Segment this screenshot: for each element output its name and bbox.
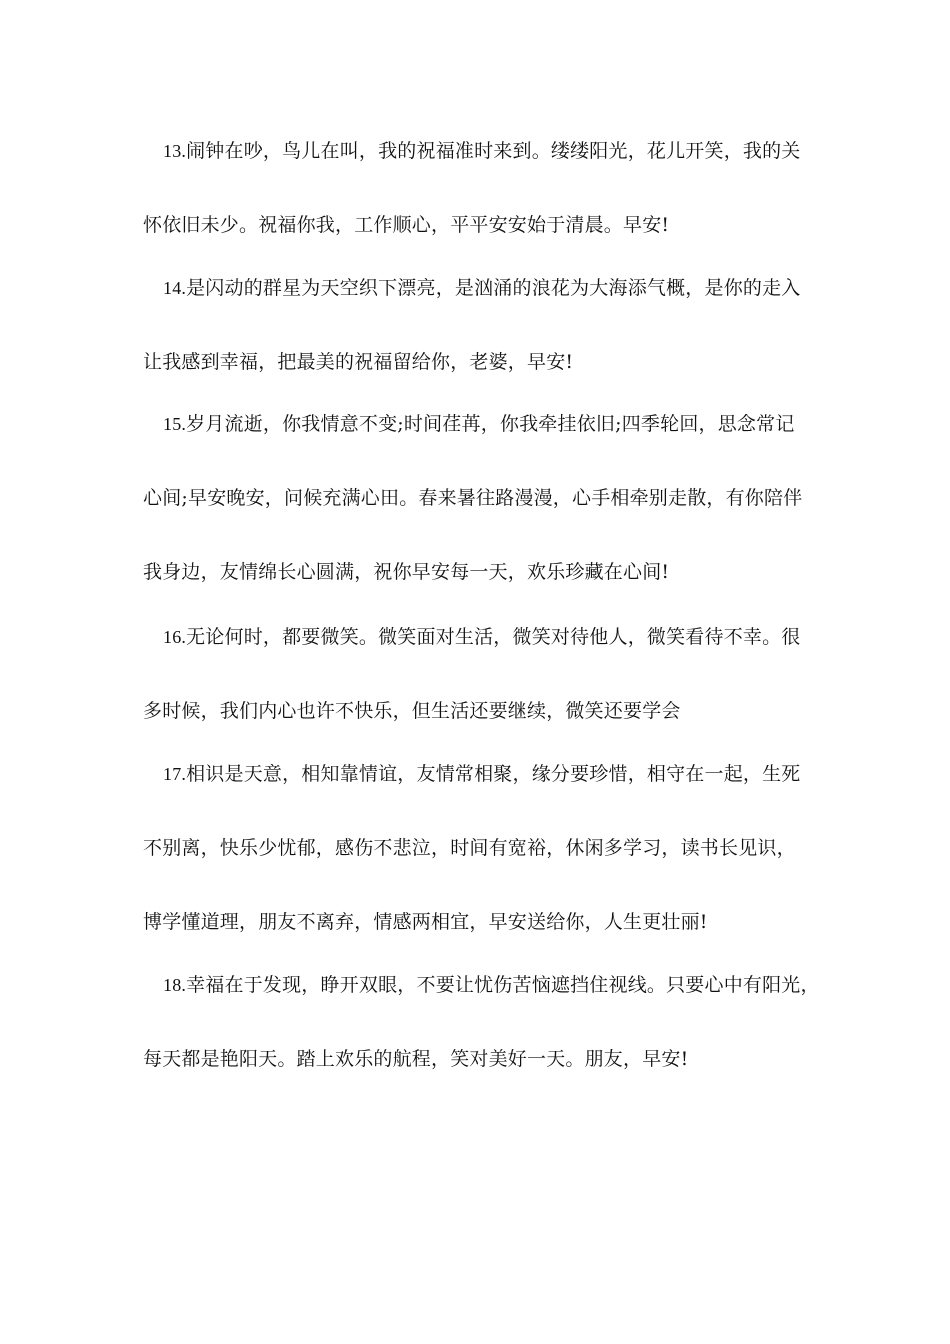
paragraph-13-line-2: 怀依旧未少。祝福你我，工作顺心，平平安安始于清晨。早安!: [143, 214, 670, 236]
paragraph-text: 是闪动的群星为天空织下漂亮，是汹涌的浪花为大海添气概，是你的走入: [186, 277, 801, 299]
paragraph-18-line-2: 每天都是艳阳天。踏上欢乐的航程，笑对美好一天。朋友，早安!: [143, 1048, 689, 1070]
paragraph-15-line-3: 我身边，友情绵长心圆满，祝你早安每一天，欢乐珍藏在心间!: [143, 561, 670, 583]
paragraph-16-line-1: [163, 625, 801, 649]
paragraph-17-line-1: [163, 762, 801, 786]
paragraph-15-line-1: [163, 412, 795, 436]
paragraph-17-line-2: 不别离，快乐少忧郁，感伤不悲泣，时间有宽裕，休闲多学习，读书长见识，: [143, 837, 796, 859]
paragraph-17-line-3: 博学懂道理，朋友不离弃，情感两相宜，早安送给你，人生更壮丽!: [143, 911, 708, 933]
paragraph-14-line-1: [163, 276, 801, 300]
paragraph-13-line-1: [163, 139, 801, 163]
paragraph-number: 15.: [163, 414, 187, 434]
paragraph-18-line-1: [163, 973, 820, 997]
paragraph-text: 相识是天意，相知靠情谊，友情常相聚，缘分要珍惜，相守在一起，生死: [186, 763, 801, 785]
paragraph-15-line-2: 心间;早安晚安，问候充满心田。春来暑往路漫漫，心手相牵别走散，有你陪伴: [143, 487, 803, 509]
paragraph-number: 14.: [163, 278, 187, 298]
paragraph-text: 闹钟在吵，鸟儿在叫，我的祝福准时来到。缕缕阳光，花儿开笑，我的关: [186, 140, 801, 162]
paragraph-number: 16.: [163, 627, 187, 647]
paragraph-14-line-2: 让我感到幸福，把最美的祝福留给你，老婆，早安!: [143, 351, 574, 373]
paragraph-text: 岁月流逝，你我情意不变;时间荏苒，你我牵挂依旧;四季轮回，思念常记: [186, 413, 795, 435]
paragraph-number: 13.: [163, 141, 187, 161]
paragraph-16-line-2: 多时候，我们内心也许不快乐，但生活还要继续，微笑还要学会: [143, 700, 681, 722]
paragraph-text: 无论何时，都要微笑。微笑面对生活，微笑对待他人，微笑看待不幸。很: [186, 626, 801, 648]
paragraph-number: 18.: [163, 975, 187, 995]
paragraph-number: 17.: [163, 764, 187, 784]
paragraph-text: 幸福在于发现，睁开双眼，不要让忧伤苦恼遮挡住视线。只要心中有阳光，: [186, 974, 820, 996]
